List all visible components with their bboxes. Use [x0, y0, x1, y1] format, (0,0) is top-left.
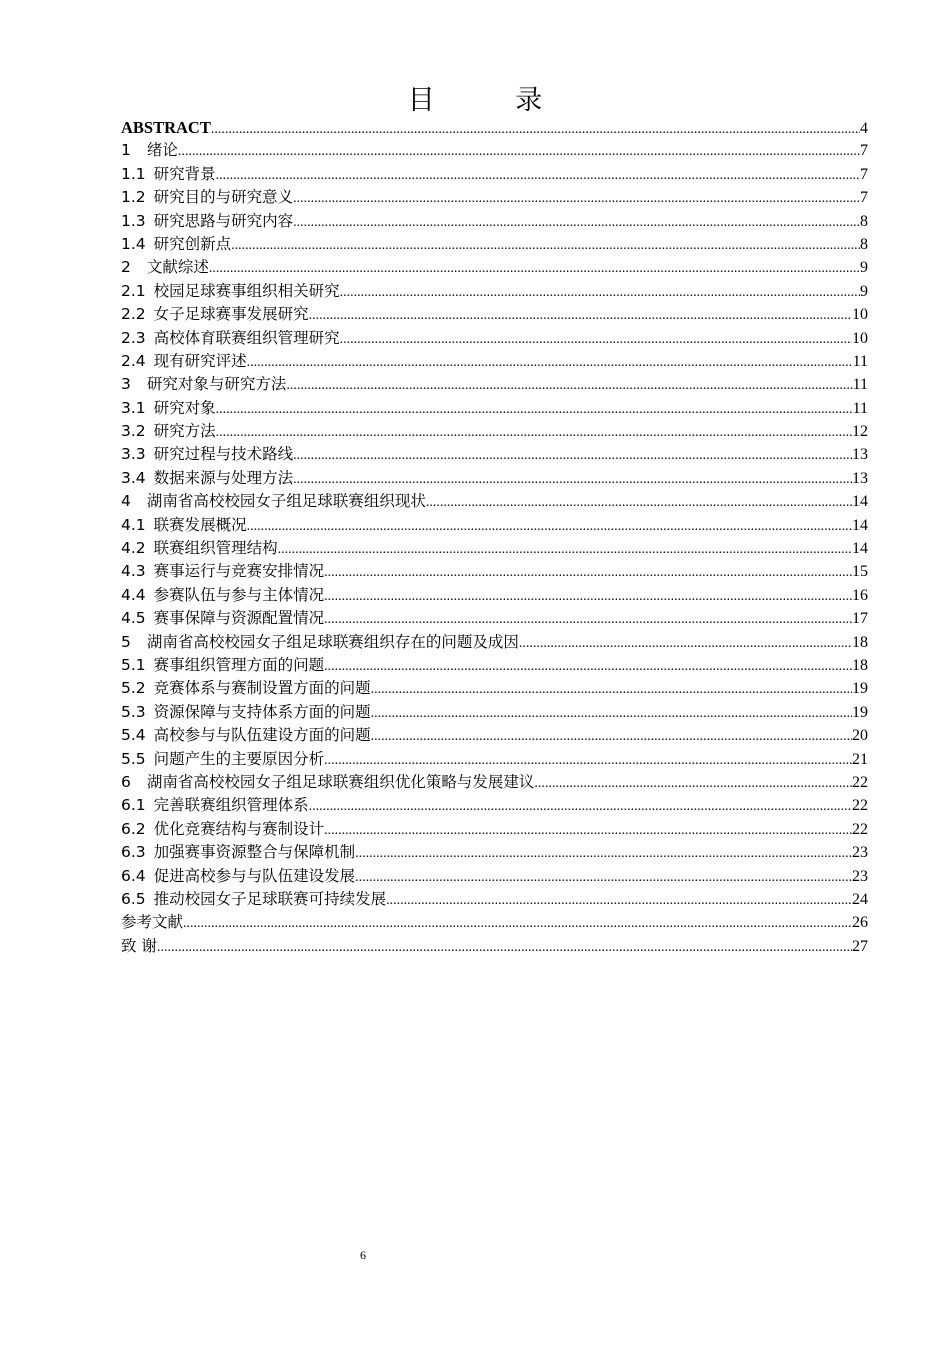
toc-entry[interactable] [121, 443, 868, 466]
toc-entry[interactable] [121, 163, 868, 186]
toc-dot-leader [216, 398, 853, 420]
toc-dot-leader [534, 772, 852, 794]
toc-entry-page: 9 [860, 259, 868, 277]
toc-entry-page: 14 [852, 516, 868, 534]
toc-entry[interactable] [121, 256, 868, 279]
toc-entry-title: 研究对象与研究方法 [146, 375, 287, 394]
toc-entry-number: 4.1 [121, 515, 146, 534]
toc-entry-title: 致 谢 [121, 936, 157, 955]
toc-entry-title: 联赛发展概况 [153, 515, 247, 534]
toc-entry-page: 26 [852, 914, 868, 932]
toc-dot-leader [211, 118, 860, 139]
toc-dot-leader [324, 608, 852, 630]
toc-entry[interactable] [121, 116, 868, 139]
toc-entry-number: 5.1 [121, 655, 146, 674]
toc-dot-leader [309, 795, 852, 817]
toc-entry-title: 优化竞赛结构与赛制设计 [153, 819, 325, 838]
toc-entry-page: 24 [852, 890, 868, 908]
toc-entry-title: 完善联赛组织管理体系 [153, 796, 309, 815]
toc-entry[interactable] [121, 748, 868, 771]
toc-entry-number: 3.4 [121, 468, 146, 487]
toc-entry-title: 研究对象 [153, 398, 216, 417]
toc-dot-leader [324, 561, 852, 583]
toc-entry-title: 研究方法 [153, 422, 216, 441]
toc-entry[interactable] [121, 654, 868, 677]
toc-entry-title: 湖南省高校校园女子组足球联赛组织现状 [146, 492, 426, 511]
toc-entry-page: 22 [852, 773, 868, 791]
toc-entry-page: 20 [852, 727, 868, 745]
toc-dot-leader [309, 304, 852, 326]
toc-entry-number: 6.3 [121, 843, 146, 862]
toc-entry-title: 湖南省高校校园女子组足球联赛组织优化策略与发展建议 [146, 772, 535, 791]
toc-dot-leader [178, 140, 860, 162]
toc-entry-title: 高校参与与队伍建设方面的问题 [153, 726, 371, 745]
toc-entry-page: 21 [852, 750, 868, 768]
toc-entry[interactable] [121, 841, 868, 864]
toc-entry[interactable] [121, 560, 868, 583]
toc-dot-leader [247, 515, 852, 537]
toc-dot-leader [216, 164, 860, 186]
toc-entry-number: 5.3 [121, 702, 146, 721]
toc-entry-page: 9 [860, 282, 868, 300]
toc-dot-leader [426, 491, 852, 513]
toc-entry[interactable] [121, 584, 868, 607]
toc-entry-number: 3.3 [121, 445, 146, 464]
toc-entry-page: 22 [852, 797, 868, 815]
toc-entry-title: 资源保障与支持体系方面的问题 [153, 702, 371, 721]
toc-entry-page: 11 [852, 376, 868, 394]
toc-dot-leader [371, 702, 852, 724]
toc-entry-page: 8 [860, 235, 868, 253]
toc-entry-title: 联赛组织管理结构 [153, 539, 278, 558]
toc-entry-page: 7 [860, 142, 868, 160]
toc-entry[interactable] [121, 537, 868, 560]
toc-entry-number: 3 [121, 375, 131, 394]
toc-entry[interactable] [121, 373, 868, 396]
toc-entry-title: 女子足球赛事发展研究 [153, 305, 309, 324]
toc-entry-title: 校园足球赛事组织相关研究 [153, 281, 340, 300]
toc-dot-leader [286, 374, 852, 396]
toc-entry-page: 13 [852, 469, 868, 487]
toc-dot-leader [293, 187, 860, 209]
toc-entry-title: 研究背景 [153, 164, 216, 183]
toc-entry-number: 1 [121, 141, 131, 160]
toc-entry-title: ABSTRACT [121, 118, 211, 137]
toc-entry[interactable] [121, 865, 868, 888]
toc-entry-title: 推动校园女子足球联赛可持续发展 [153, 889, 387, 908]
toc-dot-leader [293, 211, 860, 233]
toc-entry-page: 4 [860, 120, 868, 137]
toc-entry[interactable] [121, 280, 868, 303]
toc-entry[interactable] [121, 701, 868, 724]
toc-entry-number: 2.3 [121, 328, 146, 347]
toc-entry-title: 绪论 [146, 141, 178, 160]
toc-entry[interactable] [121, 888, 868, 911]
toc-entry-page: 18 [852, 656, 868, 674]
toc-entry-title: 研究创新点 [153, 234, 232, 253]
toc-entry-number: 5 [121, 632, 131, 651]
toc-entry-number: 4 [121, 492, 131, 511]
toc-entry-title: 竞赛体系与赛制设置方面的问题 [153, 679, 371, 698]
toc-entry-title: 研究过程与技术路线 [153, 445, 294, 464]
toc-entry[interactable] [121, 490, 868, 513]
toc-entry-page: 17 [852, 610, 868, 628]
toc-entry[interactable] [121, 139, 868, 162]
toc-entry-number: 2 [121, 258, 131, 277]
toc-entry-page: 22 [852, 820, 868, 838]
toc-entry-title: 文献综述 [146, 258, 209, 277]
toc-entry[interactable] [121, 467, 868, 490]
toc-entry[interactable] [121, 420, 868, 443]
toc-dot-leader [293, 468, 852, 490]
page-number: 6 [360, 1248, 366, 1262]
toc-entry-number: 4.5 [121, 609, 146, 628]
toc-dot-leader [355, 866, 852, 888]
toc-entry-number: 6.5 [121, 889, 146, 908]
toc-dot-leader [216, 421, 852, 443]
toc-entry[interactable] [121, 303, 868, 326]
toc-entry[interactable] [121, 771, 868, 794]
toc-entry-page: 23 [852, 867, 868, 885]
toc-entry-page: 10 [852, 306, 868, 324]
toc-dot-leader [355, 842, 852, 864]
toc-entry-number: 3.1 [121, 398, 146, 417]
toc-entry[interactable] [121, 677, 868, 700]
toc-entry-number: 5.5 [121, 749, 146, 768]
toc-entry-page: 23 [852, 844, 868, 862]
toc-dot-leader [247, 351, 853, 373]
toc-entry-page: 18 [852, 633, 868, 651]
toc-dot-leader [324, 655, 852, 677]
toc-entry-number: 6.2 [121, 819, 146, 838]
toc-dot-leader [371, 678, 852, 700]
toc-dot-leader [324, 585, 852, 607]
toc-entry-page: 12 [852, 423, 868, 441]
toc-entry-page: 11 [852, 399, 868, 417]
toc-entry-page: 27 [852, 937, 868, 955]
table-of-contents [121, 116, 868, 958]
toc-dot-leader [371, 725, 852, 747]
toc-entry-number: 2.2 [121, 305, 146, 324]
toc-entry[interactable] [121, 186, 868, 209]
toc-entry-page: 13 [852, 446, 868, 464]
toc-dot-leader [340, 281, 860, 303]
toc-entry-page: 8 [860, 212, 868, 230]
toc-entry-number: 1.2 [121, 188, 146, 207]
toc-entry-page: 7 [860, 189, 868, 207]
toc-entry-page: 14 [852, 493, 868, 511]
toc-dot-leader [278, 538, 852, 560]
toc-entry[interactable] [121, 631, 868, 654]
toc-entry[interactable] [121, 233, 868, 256]
toc-entry-title: 赛事组织管理方面的问题 [153, 655, 325, 674]
toc-entry-number: 4.4 [121, 585, 146, 604]
toc-entry-title: 参赛队伍与参与主体情况 [153, 585, 325, 604]
toc-entry-page: 10 [852, 329, 868, 347]
toc-entry[interactable] [121, 794, 868, 817]
toc-dot-leader [324, 749, 852, 771]
toc-entry-number: 6 [121, 772, 131, 791]
page-title: 目 录 [407, 85, 579, 116]
toc-entry-title: 参考文献 [121, 913, 184, 932]
toc-entry[interactable] [121, 818, 868, 841]
toc-entry-title: 问题产生的主要原因分析 [153, 749, 325, 768]
toc-entry[interactable] [121, 935, 868, 958]
toc-entry[interactable] [121, 350, 868, 373]
toc-entry-title: 赛事运行与竞赛安排情况 [153, 562, 325, 581]
toc-entry[interactable] [121, 327, 868, 350]
toc-entry-number: 3.2 [121, 422, 146, 441]
toc-entry[interactable] [121, 911, 868, 934]
toc-entry[interactable] [121, 210, 868, 233]
toc-dot-leader [340, 328, 852, 350]
toc-dot-leader [157, 936, 852, 958]
toc-entry[interactable] [121, 397, 868, 420]
toc-entry-number: 1.1 [121, 164, 146, 183]
toc-entry-number: 4.3 [121, 562, 146, 581]
toc-entry[interactable] [121, 514, 868, 537]
toc-entry-title: 现有研究评述 [153, 351, 247, 370]
toc-entry-page: 7 [860, 165, 868, 183]
toc-entry[interactable] [121, 724, 868, 747]
toc-entry-title: 湖南省高校校园女子组足球联赛组织存在的问题及成因 [146, 632, 519, 651]
toc-dot-leader [519, 632, 852, 654]
toc-entry-title: 研究目的与研究意义 [153, 188, 294, 207]
toc-entry-number: 5.2 [121, 679, 146, 698]
toc-dot-leader [386, 889, 852, 911]
toc-entry-number: 6.4 [121, 866, 146, 885]
toc-dot-leader [209, 257, 860, 279]
toc-entry-page: 15 [852, 563, 868, 581]
toc-entry-number: 2.1 [121, 281, 146, 300]
toc-entry-number: 5.4 [121, 726, 146, 745]
toc-entry-page: 19 [852, 703, 868, 721]
toc-entry-page: 11 [852, 352, 868, 370]
toc-dot-leader [183, 912, 852, 934]
toc-entry-number: 1.4 [121, 234, 146, 253]
toc-dot-leader [231, 234, 860, 256]
toc-entry-number: 6.1 [121, 796, 146, 815]
toc-entry-page: 16 [852, 586, 868, 604]
toc-entry-number: 2.4 [121, 351, 146, 370]
toc-entry-title: 加强赛事资源整合与保障机制 [153, 843, 356, 862]
toc-entry-number: 1.3 [121, 211, 146, 230]
toc-entry-title: 促进高校参与与队伍建设发展 [153, 866, 356, 885]
toc-entry-page: 14 [852, 540, 868, 558]
toc-entry-title: 赛事保障与资源配置情况 [153, 609, 325, 628]
toc-entry-title: 数据来源与处理方法 [153, 468, 294, 487]
toc-entry-title: 研究思路与研究内容 [153, 211, 294, 230]
toc-dot-leader [293, 444, 852, 466]
toc-entry-number: 4.2 [121, 539, 146, 558]
toc-entry-page: 19 [852, 680, 868, 698]
toc-dot-leader [324, 819, 852, 841]
toc-entry-title: 高校体育联赛组织管理研究 [153, 328, 340, 347]
toc-entry[interactable] [121, 607, 868, 630]
